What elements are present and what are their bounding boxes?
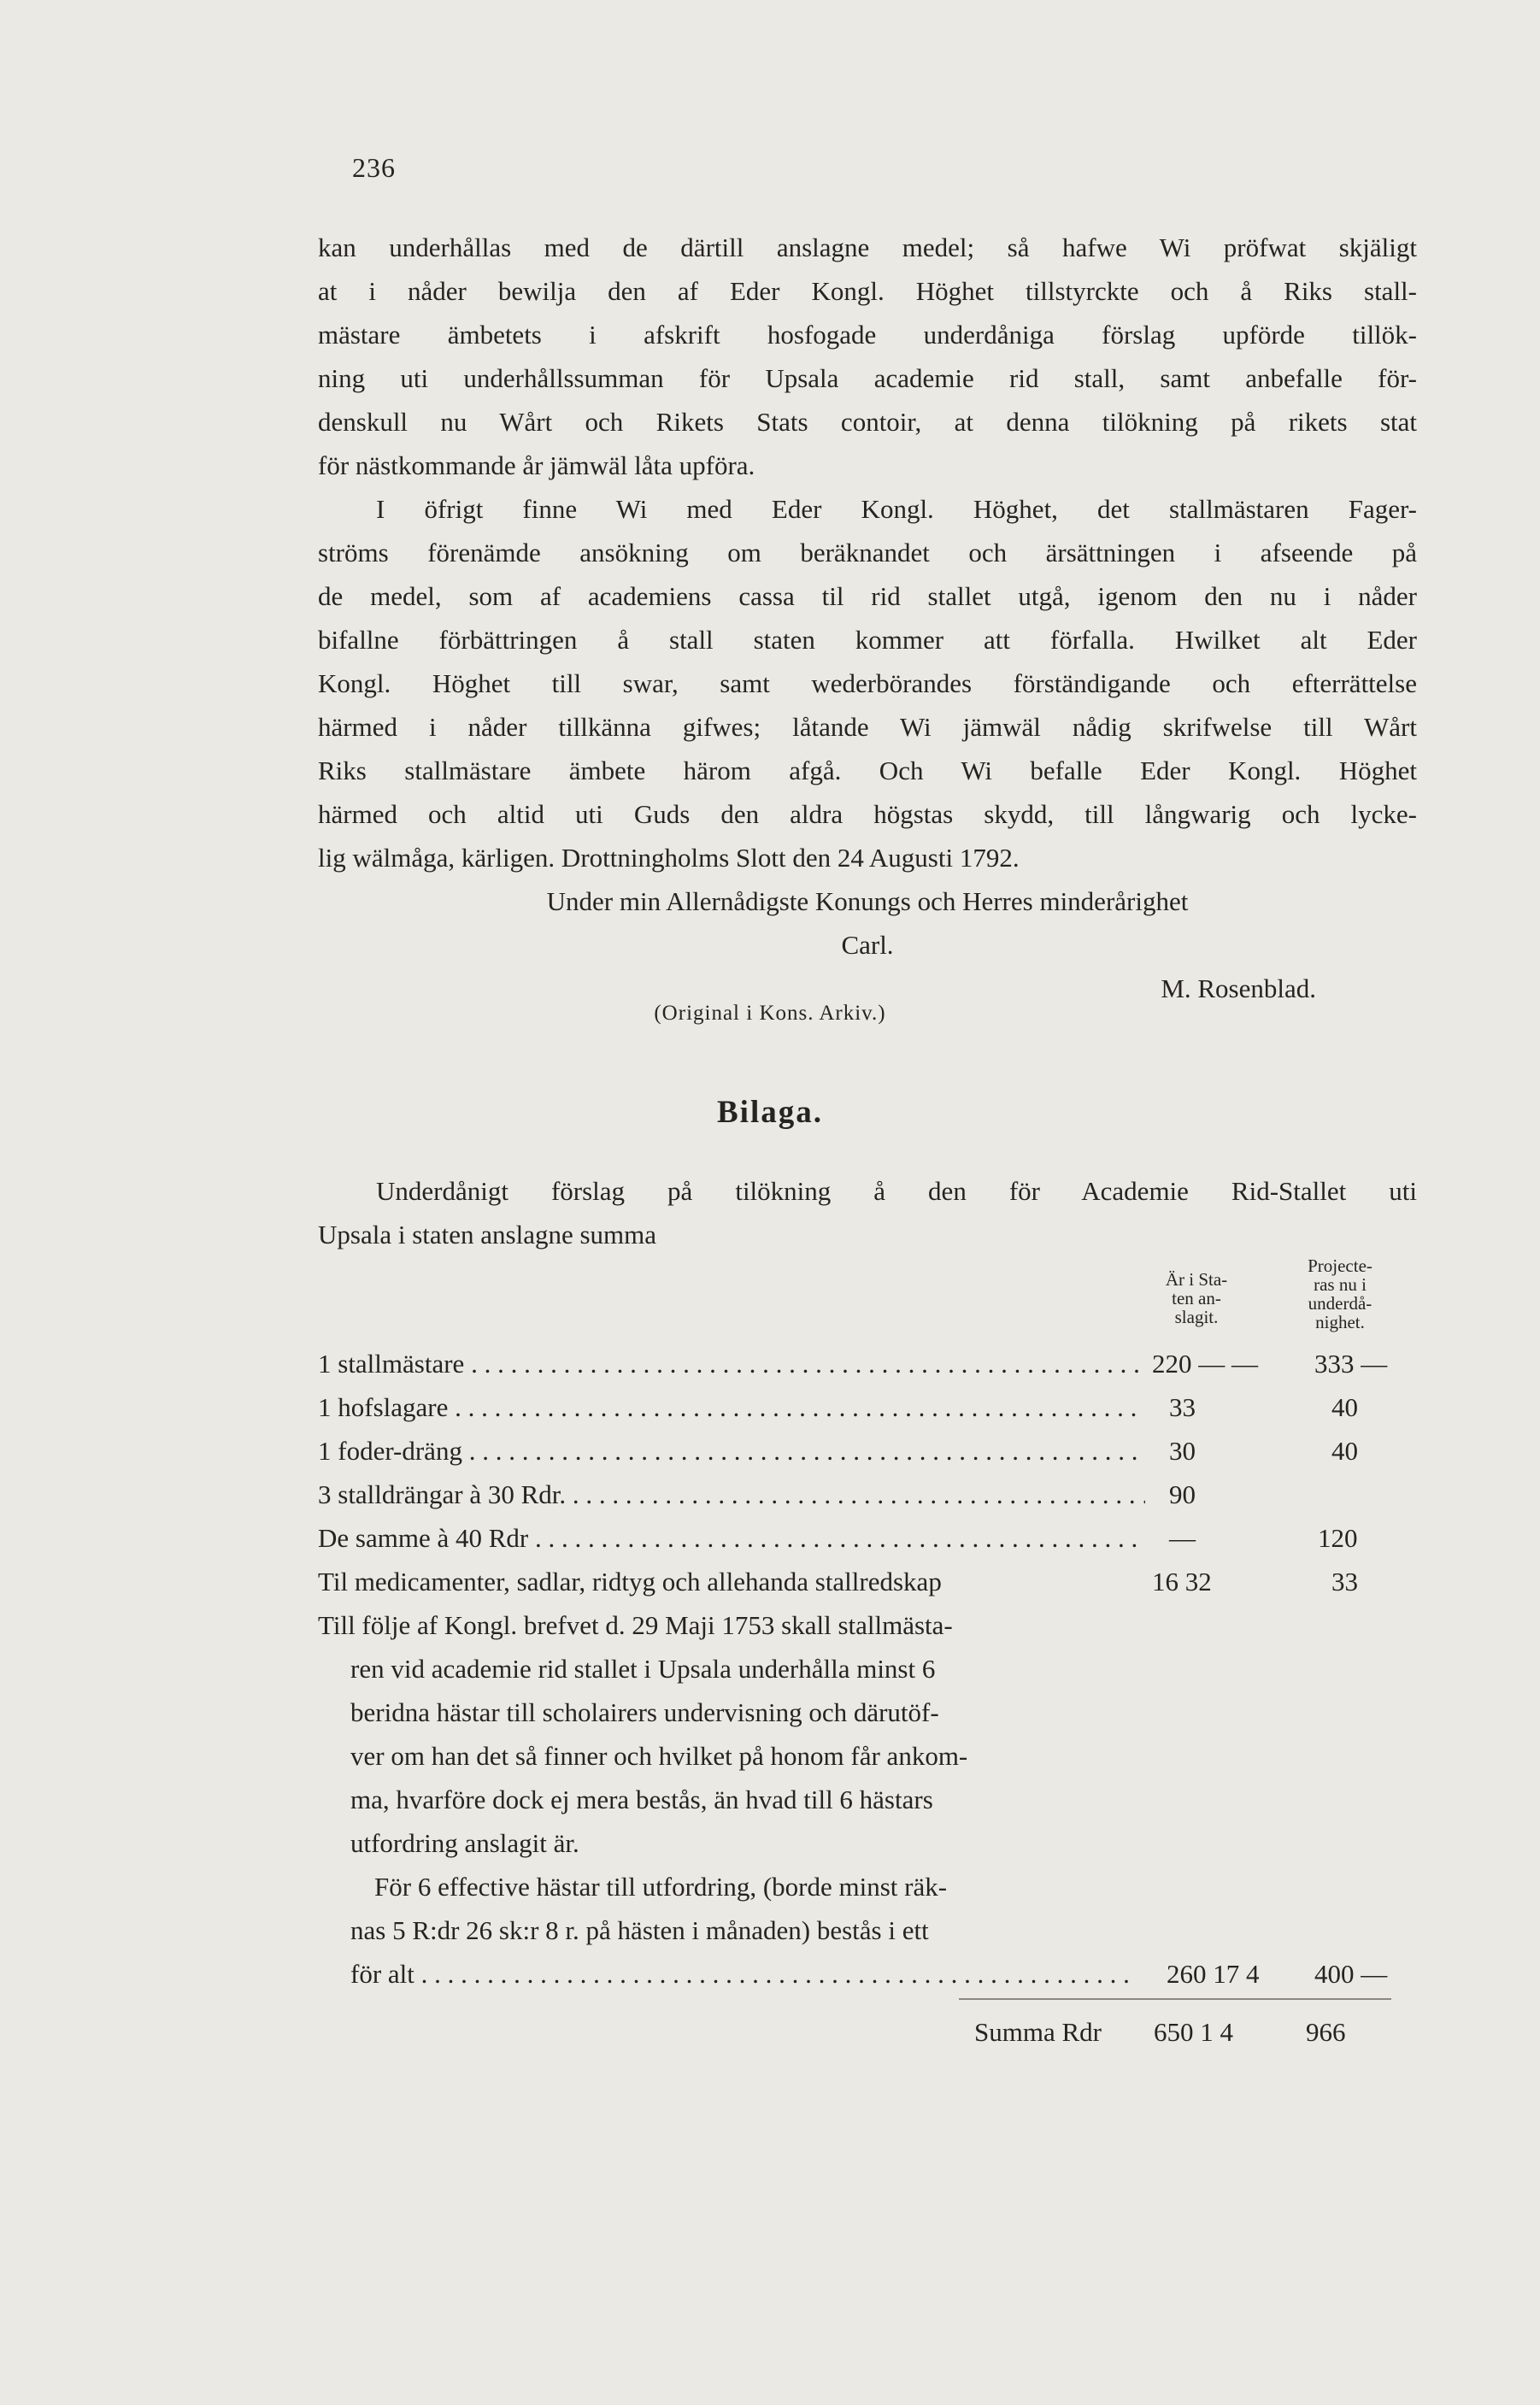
row-value-projecteras: 40 <box>1331 1392 1358 1422</box>
text-line: at i nåder bewilja den af Eder Kongl. Höghet tillstyrckte och å Riks stall- <box>318 276 1417 306</box>
section-heading: Bilaga. <box>717 1095 823 1130</box>
row-label: Til medicamenter, sadlar, ridtyg och allehanda stallredskap <box>318 1567 942 1596</box>
intro <box>318 1169 1417 1256</box>
note-line: ma, hvarföre dock ej mera bestås, än hvad till 6 hästars <box>350 1785 933 1814</box>
row-label: 3 stalldrängar à 30 Rdr. <box>318 1479 567 1509</box>
sum-row <box>974 2010 1346 2054</box>
text-line: I öfrigt finne Wi med Eder Kongl. Höghet, det stallmästaren Fager- <box>376 494 1417 524</box>
table-row <box>318 1429 1420 1473</box>
intro-line: Upsala i staten anslagne summa <box>318 1220 657 1250</box>
note-line: beridna hästar till scholairers undervisning och därutöf- <box>350 1697 939 1727</box>
row-value-staten: 33 <box>1169 1392 1196 1422</box>
note-line: utfordring anslagit är. <box>350 1828 579 1858</box>
text-line: ströms förenämde ansökning om beräknandet och ärsättningen i afseende på <box>318 538 1417 567</box>
budget-table <box>318 1342 1420 1603</box>
text-line: för nästkommande år jämwäl låta upföra. <box>318 450 755 480</box>
note-line: Till följe af Kongl. brefvet d. 29 Maji 1753 skall stallmästa- <box>318 1610 953 1640</box>
text-line: Kongl. Höghet till swar, samt wederbörandes förständigande och efterrättelse <box>318 668 1417 698</box>
note-line: ren vid academie rid stallet i Upsala underhålla minst 6 <box>350 1654 936 1684</box>
row-value-projecteras: 33 <box>1331 1567 1358 1596</box>
row-label: 1 hofslagare <box>318 1392 449 1422</box>
text-line: bifallne förbättringen å stall staten kommer att förfalla. Hwilket alt Eder <box>318 625 1417 655</box>
table-row <box>318 1516 1420 1560</box>
row-value-projecteras: 400 — <box>1314 1959 1388 1989</box>
sum-label: Summa Rdr <box>974 2017 1102 2047</box>
source-note: (Original i Kons. Arkiv.) <box>654 1002 886 1025</box>
table-row <box>350 1952 1420 1996</box>
text-line: mästare ämbetets i afskrift hosfogade underdåniga förslag upförde tillök- <box>318 320 1417 350</box>
page-number: 236 <box>352 152 396 183</box>
sum-value-staten: 650 1 4 <box>1154 2017 1233 2047</box>
row-value-staten: 30 <box>1169 1436 1196 1466</box>
text-line: kan underhållas med de därtill anslagne medel; så hafwe Wi pröfwat skjäligt <box>318 232 1417 262</box>
text-line: härmed och altid uti Guds den aldra högstas skydd, till långwarig och lycke- <box>318 799 1417 829</box>
intro-line: Underdånigt förslag på tilökning å den för Academie Rid-Stallet uti <box>376 1176 1417 1206</box>
signature-rosenblad: M. Rosenblad. <box>1161 973 1316 1003</box>
sum-value-projecteras: 966 <box>1306 2017 1346 2047</box>
text-line: denskull nu Wårt och Rikets Stats contoir, at denna tilökning på rikets stat <box>318 407 1417 437</box>
sum-rule <box>959 1998 1391 2000</box>
row-value-staten: 16 32 <box>1152 1567 1212 1596</box>
text-line: ning uti underhållssumman för Upsala academie rid stall, samt anbefalle för- <box>318 363 1417 393</box>
regency-line: Under min Allernådigste Konungs och Herres minderårighet <box>546 886 1189 916</box>
text-line: Riks stallmästare ämbete härom afgå. Och Wi befalle Eder Kongl. Höghet <box>318 756 1417 785</box>
table-row <box>318 1342 1420 1385</box>
text-line: härmed i nåder tillkänna gifwes; låtande Wi jämwäl nådig skrifwelse till Wårt <box>318 712 1417 742</box>
row-label: 1 stallmästare <box>318 1349 465 1379</box>
row-value-staten: 220 — — <box>1152 1349 1258 1379</box>
row-value-staten: — <box>1169 1523 1196 1553</box>
budget-table-final-row <box>350 1952 1420 1996</box>
row-value-projecteras: 120 <box>1318 1523 1358 1553</box>
table-row <box>318 1560 1420 1603</box>
table-row <box>318 1385 1420 1429</box>
text-line: lig wälmåga, kärligen. Drottningholms Slott den 24 Augusti 1792. <box>318 843 1020 873</box>
column-header-projecteras: Projecte- ras nu i underdå- nighet. <box>1308 1255 1372 1332</box>
table-row <box>318 1473 1420 1516</box>
row-value-staten: 90 <box>1169 1479 1196 1509</box>
column-header-staten: Är i Sta- ten an- slagit. <box>1165 1269 1228 1327</box>
note-line: ver om han det så finner och hvilket på honom får ankom- <box>350 1741 968 1771</box>
row-label: för alt <box>350 1959 414 1989</box>
row-value-staten: 260 17 4 <box>1167 1959 1260 1989</box>
row-label: De samme à 40 Rdr <box>318 1523 529 1553</box>
signature-carl: Carl. <box>841 930 894 960</box>
letter-body <box>318 226 1417 1010</box>
row-value-projecteras: 40 <box>1331 1436 1358 1466</box>
text-line: de medel, som af academiens cassa til rid stallet utgå, igenom den nu i nåder <box>318 581 1417 611</box>
row-label: 1 foder-dräng <box>318 1436 462 1466</box>
note-line: För 6 effective hästar till utfordring, (borde minst räk- <box>374 1872 948 1902</box>
note-line: nas 5 R:dr 26 sk:r 8 r. på hästen i månaden) bestås i ett <box>350 1915 929 1945</box>
row-value-projecteras: 333 — <box>1314 1349 1388 1379</box>
